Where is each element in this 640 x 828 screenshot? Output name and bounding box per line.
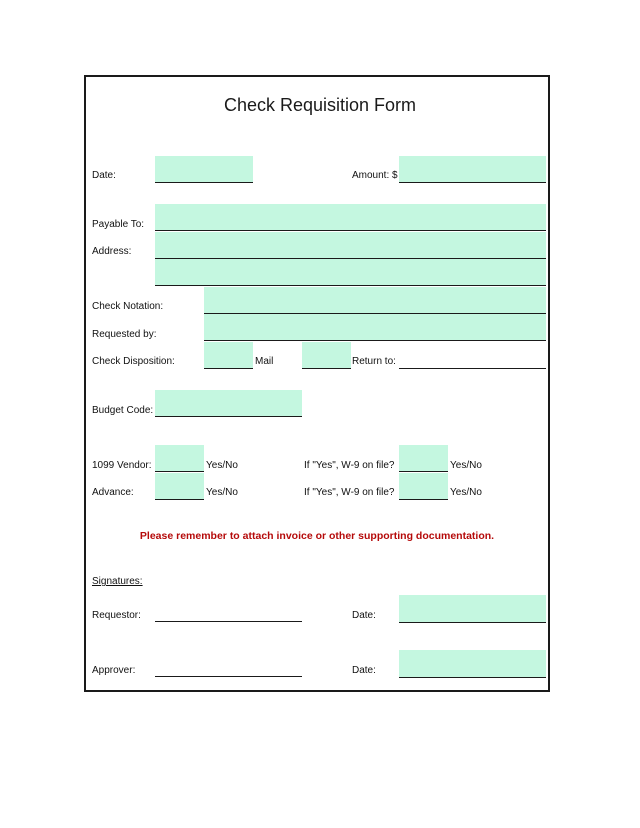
vendor-1099-field[interactable] [155, 445, 204, 472]
approver-label: Approver: [92, 665, 136, 676]
address-line-1-field[interactable] [155, 232, 546, 259]
check-notation-field[interactable] [204, 287, 546, 314]
date-field[interactable] [155, 156, 253, 183]
vendor-w9-label: If "Yes", W-9 on file? [304, 460, 395, 471]
vendor-w9-yes-no-label: Yes/No [450, 460, 482, 471]
vendor-w9-field[interactable] [399, 445, 448, 472]
address-label: Address: [92, 246, 132, 257]
payable-to-label: Payable To: [92, 219, 145, 230]
form-title: Check Requisition Form [223, 95, 417, 115]
approver-date-label: Date: [352, 665, 376, 676]
requestor-label: Requestor: [92, 610, 141, 621]
requestor-signature-line[interactable] [155, 621, 302, 622]
amount-field[interactable] [399, 156, 546, 183]
requestor-date-label: Date: [352, 610, 376, 621]
address-line-2-field[interactable] [155, 259, 546, 286]
vendor-1099-label: 1099 Vendor: [92, 460, 152, 471]
requested-by-label: Requested by: [92, 329, 157, 340]
mail-label: Mail [255, 356, 274, 367]
advance-label: Advance: [92, 487, 134, 498]
advance-field[interactable] [155, 473, 204, 500]
signatures-heading: Signatures: [92, 576, 143, 587]
date-label: Date: [92, 170, 116, 181]
check-notation-label: Check Notation: [92, 301, 164, 312]
requestor-date-field[interactable] [399, 595, 546, 623]
approver-signature-line[interactable] [155, 676, 302, 677]
payable-to-field[interactable] [155, 204, 546, 231]
return-to-field[interactable] [399, 342, 546, 369]
budget-code-label: Budget Code: [92, 405, 154, 416]
disposition-mail-field[interactable] [204, 342, 253, 369]
approver-date-field[interactable] [399, 650, 546, 678]
check-disposition-label: Check Disposition: [92, 356, 175, 367]
advance-w9-field[interactable] [399, 473, 448, 500]
disposition-return-field[interactable] [302, 342, 351, 369]
budget-code-field[interactable] [155, 390, 302, 417]
advance-yes-no-label: Yes/No [206, 487, 238, 498]
advance-w9-yes-no-label: Yes/No [450, 487, 482, 498]
vendor-yes-no-label: Yes/No [206, 460, 238, 471]
return-to-label: Return to: [352, 356, 396, 367]
requested-by-field[interactable] [204, 314, 546, 341]
advance-w9-label: If "Yes", W-9 on file? [304, 487, 395, 498]
amount-label: Amount: $ [352, 170, 398, 181]
supporting-docs-notice: Please remember to attach invoice or other supporting documentation. [139, 530, 495, 542]
